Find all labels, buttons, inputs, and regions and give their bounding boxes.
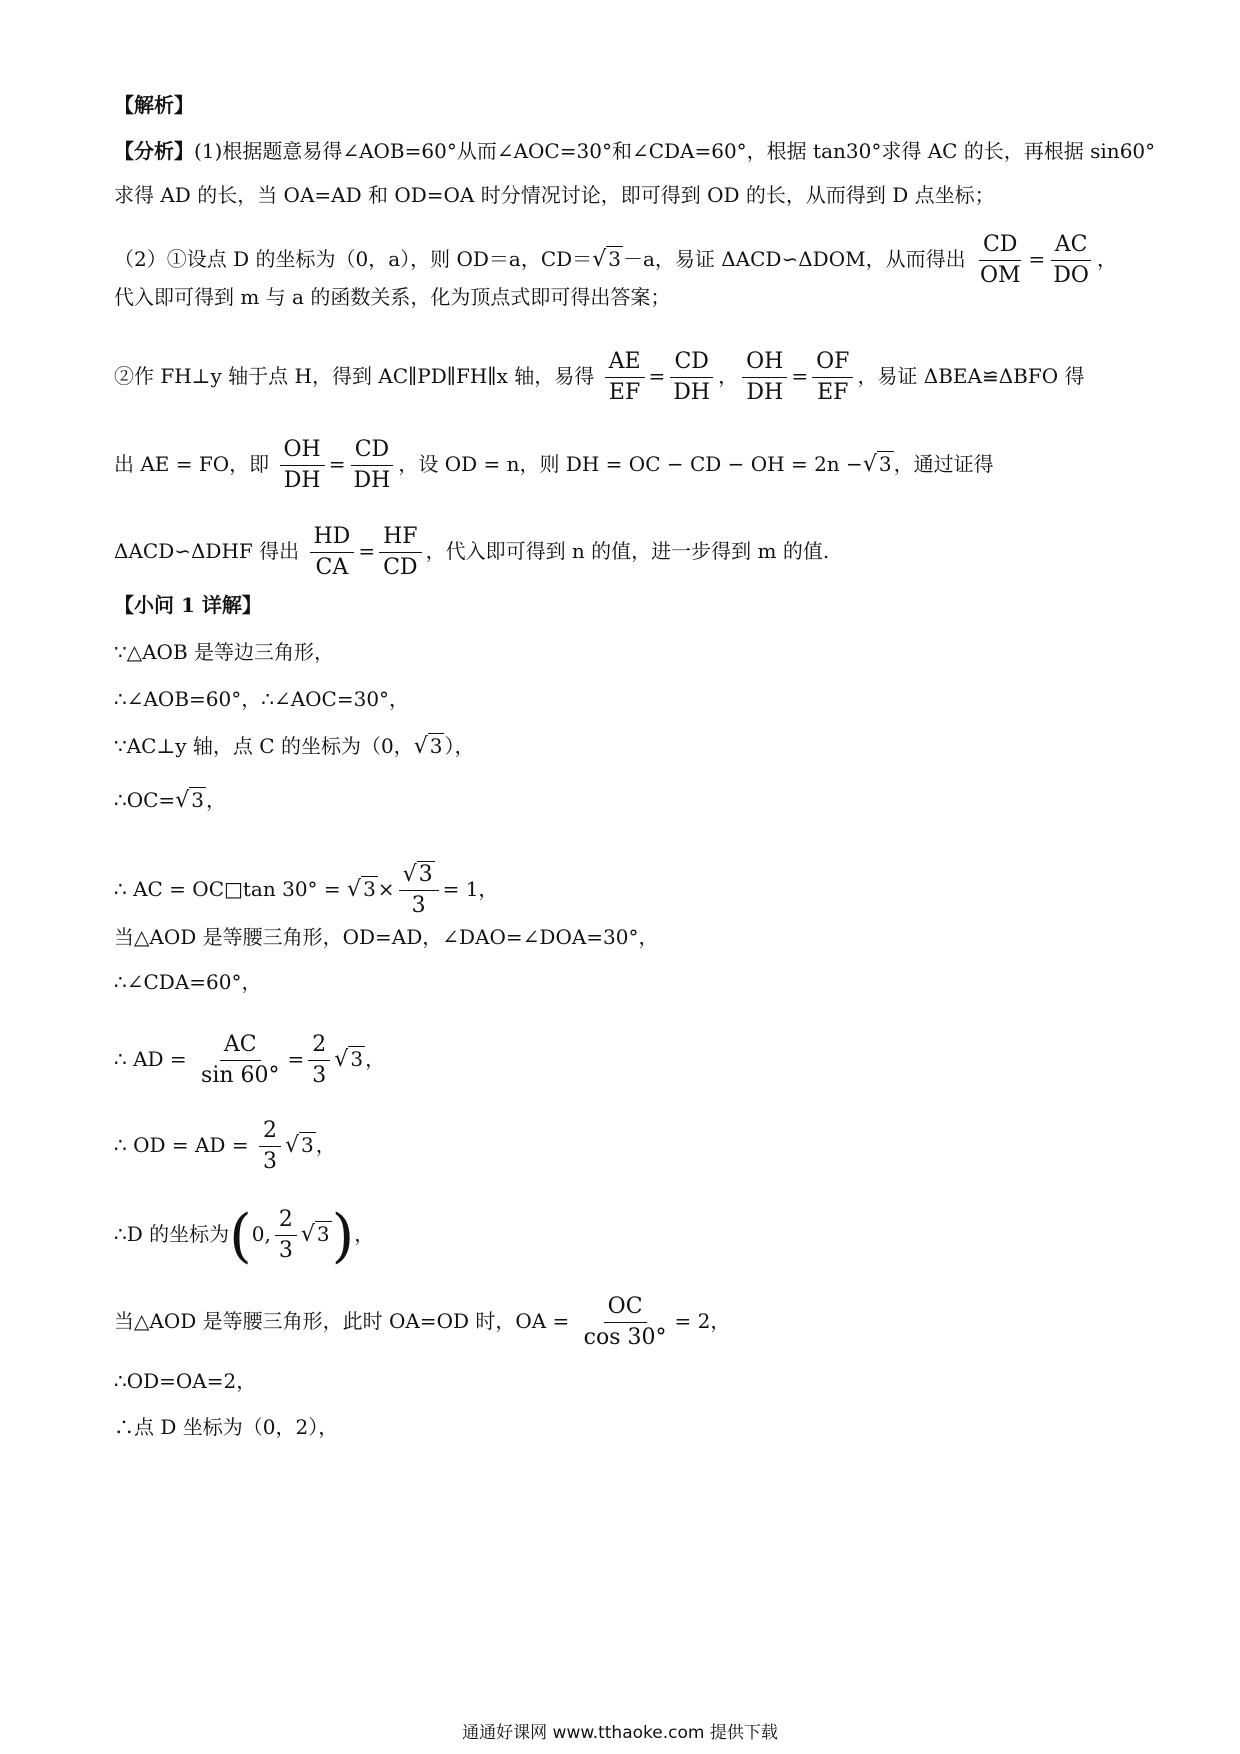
fraction-hf-cd: $\frac{HF}{CD}$ xyxy=(379,522,421,583)
q1-step-7: ∴∠CDA=60°， xyxy=(114,970,262,994)
q1-step-4: ∴OC=√ 3 ， xyxy=(114,785,226,816)
q1-step-5: ∴ AC = OC□tan 30° = √ 3 × $\frac{√3}{3}$ = 1， xyxy=(114,860,498,921)
analysis-text-4-mid: ，设 OD = n，则 DH = OC − CD − OH = 2n − xyxy=(398,452,863,476)
analysis-text-5-pre: ΔACD∽ΔDHF 得出 xyxy=(114,539,300,563)
analysis-line-3: （2）①设点 D 的坐标为（0，a），则 OD＝a，CD＝√ 3 －a，易证 ΔACD∽ΔDOM，从而得出 $\frac{CD}{OM}$ = $\frac{AC}{DO}$ ， xyxy=(114,230,1117,291)
analysis-text-3-mid: ，易证 ΔBEA≌ΔBFO 得 xyxy=(857,364,1085,388)
analysis-line-4: 代入即可得到 m 与 a 的函数关系，化为顶点式即可得出答案； xyxy=(114,285,671,309)
page-footer: 通通好课网 www.tthaoke.com 提供下载 xyxy=(462,1723,778,1743)
analysis-line-2: 求得 AD 的长，当 OA=AD 和 OD=OA 时分情况讨论，即可得到 OD 的长，从而得到 D 点坐标； xyxy=(114,183,995,207)
fraction-ae-ef: $\frac{AE}{EF}$ xyxy=(605,347,645,408)
q1-step-2: ∴∠AOB=60°，∴∠AOC=30°， xyxy=(114,687,410,711)
fraction-of-ef: $\frac{OF}{EF}$ xyxy=(812,347,853,408)
sqrt3-expr-3: √ 3 xyxy=(413,734,443,759)
fraction-sqrt3-3: $\frac{√3}{3}$ xyxy=(399,860,439,921)
analysis-text-3-pre: ②作 FH⊥y 轴于点 H，得到 AC∥PD∥FH∥x 轴，易得 xyxy=(114,364,595,388)
fraction-oh-dh: $\frac{OH}{DH}$ xyxy=(742,347,787,408)
q1-step-11: 当△AOD 是等腰三角形，此时 OA=OD 时，OA = $\frac{OC}{\cos 30^\circ}$ = 2， xyxy=(114,1292,730,1353)
analysis-line-1 xyxy=(114,136,1155,166)
analysis-line-6: 出 AE = FO，即 $\frac{OH}{DH}$ = $\frac{CD}{DH}$ ，设 OD = n，则 DH = OC − CD − OH = 2n −√ 3 ，通过证得 xyxy=(114,435,994,496)
sqrt3-expr-6: √ 3 xyxy=(334,1047,364,1072)
analysis-label: 【分析】 xyxy=(114,139,194,163)
analysis-text-2a-pre: （2）①设点 D 的坐标为（0，a），则 OD＝a，CD＝ xyxy=(114,247,593,271)
fraction-2-3-b: $\frac{2}{3}$ xyxy=(259,1116,281,1177)
sqrt3-expr-4: √ 3 xyxy=(175,788,204,813)
sqrt3-expr-7: √ 3 xyxy=(284,1133,314,1158)
fraction-hd-ca: $\frac{HD}{CA}$ xyxy=(310,522,355,583)
fraction-2-3: $\frac{2}{3}$ xyxy=(308,1030,330,1091)
analysis-line-7: ΔACD∽ΔDHF 得出 $\frac{HD}{CA}$ = $\frac{HF}{CD}$ ，代入即可得到 n 的值，进一步得到 m 的值. xyxy=(114,522,829,583)
q1-step-13: ∴点 D 坐标为（0，2）， xyxy=(114,1415,339,1439)
q1-heading: 【小问 1 详解】 xyxy=(114,593,262,617)
q1-step-10: ∴D 的坐标为(0, $\frac{2}{3}$ √ 3)， xyxy=(114,1201,375,1270)
q1-step-9: ∴ OD = AD = $\frac{2}{3}$ √ 3 ， xyxy=(114,1116,336,1177)
fraction-cd-dh: $\frac{CD}{DH}$ xyxy=(669,347,714,408)
q1-step-1: ∵△AOB 是等边三角形， xyxy=(114,640,334,664)
fraction-cd-om: $\frac{CD}{OM}$ xyxy=(979,232,1021,288)
fraction-oh-dh-2: $\frac{OH}{DH}$ xyxy=(280,435,325,496)
q1-step-12: ∴OD=OA=2， xyxy=(114,1369,257,1393)
analysis-text-4-post: ，通过证得 xyxy=(893,452,994,476)
q1-step-6: 当△AOD 是等腰三角形，OD=AD，∠DAO=∠DOA=30°， xyxy=(114,925,659,949)
fraction-oc-cos30: $\frac{OC}{\cos 30^\circ}$ xyxy=(583,1294,667,1350)
sqrt3-expr-8: √ 3 xyxy=(300,1222,330,1247)
fraction-cd-dh-2: $\frac{CD}{DH}$ xyxy=(350,435,395,496)
analysis-text-2a-mid: －a，易证 ΔACD∽ΔDOM，从而得出 xyxy=(622,247,966,271)
sqrt3-expr-5: √ 3 xyxy=(347,877,376,902)
q1-step-8: ∴ AD = $\frac{AC}{\sin 60^\circ}$ = $\frac{2}{3}$ √ 3 ， xyxy=(114,1030,385,1091)
sqrt3-expr: √ 3 xyxy=(592,247,621,272)
section-heading: 【解析】 xyxy=(114,93,194,117)
fraction-2-3-c: $\frac{2}{3}$ xyxy=(275,1205,297,1266)
analysis-text-5-post: ，代入即可得到 n 的值，进一步得到 m 的值. xyxy=(425,539,830,563)
sqrt3-expr-2: √ 3 xyxy=(862,452,892,477)
analysis-line-5: ②作 FH⊥y 轴于点 H，得到 AC∥PD∥FH∥x 轴，易得 $\frac{AE}{EF}$ = $\frac{CD}{DH}$ ， $\frac{OH}{DH}$ = $\frac{OF}{EF}$ ，易证 ΔBEA≌ΔBFO 得 xyxy=(114,347,1085,408)
q1-step-3: ∵AC⊥y 轴，点 C 的坐标为（0，√ 3 ）， xyxy=(114,731,474,762)
analysis-text-1a: (1)根据题意易得∠AOB=60°从而∠AOC=30°和∠CDA=60°，根据 tan30°求得 AC 的长，再根据 sin60° xyxy=(194,139,1156,163)
fraction-ac-do: $\frac{AC}{DO}$ xyxy=(1049,230,1093,291)
fraction-ac-sin60: $\frac{AC}{\sin 60^\circ}$ xyxy=(201,1032,280,1088)
analysis-text-4-pre: 出 AE = FO，即 xyxy=(114,452,270,476)
